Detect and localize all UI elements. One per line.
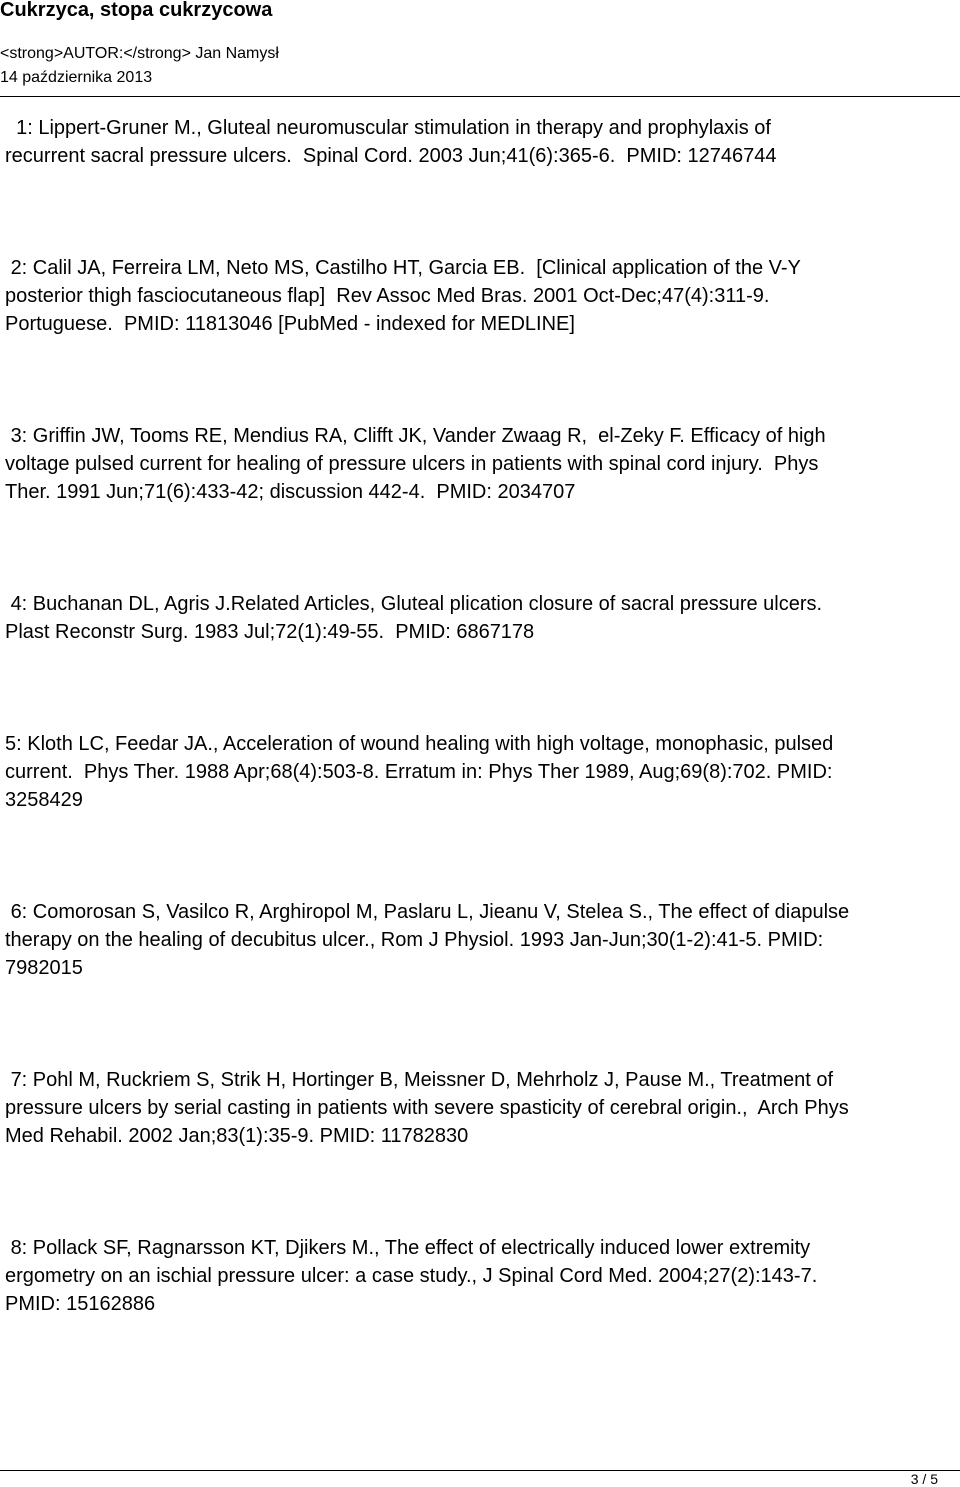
document-date: 14 października 2013 [0,69,153,86]
document-author: <strong>AUTOR:</strong> Jan Namysł [0,45,279,62]
page-header [0,0,960,96]
reference-item-1 [5,114,950,170]
reference-line: 2: Calil JA, Ferreira LM, Neto MS, Castilho HT, Garcia EB. [Clinical application of the V-Y [5,257,801,279]
reference-item-5 [5,730,950,814]
reference-line: 7982015 [5,957,83,979]
reference-line: Med Rehabil. 2002 Jan;83(1):35-9. PMID: 11782830 [5,1125,469,1147]
reference-line: 4: Buchanan DL, Agris J.Related Articles, Gluteal plication closure of sacral pressure ulcers. [5,593,823,615]
reference-line: 8: Pollack SF, Ragnarsson KT, Djikers M., The effect of electrically induced lower extremity [5,1237,811,1259]
reference-item-4 [5,590,950,646]
reference-line: 3: Griffin JW, Tooms RE, Mendius RA, Clifft JK, Vander Zwaag R, el-Zeky F. Efficacy of high [5,425,826,447]
header-divider [0,96,960,97]
reference-item-3 [5,422,950,506]
reference-line: PMID: 15162886 [5,1293,156,1315]
reference-item-6 [5,898,950,982]
reference-line: recurrent sacral pressure ulcers. Spinal Cord. 2003 Jun;41(6):365-6. PMID: 12746744 [5,145,777,167]
reference-item-8 [5,1234,950,1318]
reference-line: Ther. 1991 Jun;71(6):433-42; discussion 442-4. PMID: 2034707 [5,481,576,503]
reference-line: Plast Reconstr Surg. 1983 Jul;72(1):49-55. PMID: 6867178 [5,621,535,643]
reference-item-2 [5,254,950,338]
reference-line: therapy on the healing of decubitus ulcer., Rom J Physiol. 1993 Jan-Jun;30(1-2):41-5. PMID: [5,929,824,951]
reference-line: 3258429 [5,789,83,811]
page-number: 3 / 5 [910,1471,938,1487]
reference-line: 7: Pohl M, Ruckriem S, Strik H, Hortinger B, Meissner D, Mehrholz J, Pause M., Treatment of [5,1069,834,1091]
reference-item-7 [5,1066,950,1150]
reference-line: Portuguese. PMID: 11813046 [PubMed - indexed for MEDLINE] [5,313,575,335]
document-title: Cukrzyca, stopa cukrzycowa [0,0,273,21]
footer-divider [0,1470,960,1471]
reference-line: voltage pulsed current for healing of pressure ulcers in patients with spinal cord injury. Phys [5,453,819,475]
reference-line: pressure ulcers by serial casting in patients with severe spasticity of cerebral origin., Arch Phys [5,1097,849,1119]
reference-line: ergometry on an ischial pressure ulcer: a case study., J Spinal Cord Med. 2004;27(2):143-7. [5,1265,818,1287]
reference-line: posterior thigh fasciocutaneous flap] Rev Assoc Med Bras. 2001 Oct-Dec;47(4):311-9. [5,285,770,307]
reference-line: 6: Comorosan S, Vasilco R, Arghiropol M, Paslaru L, Jieanu V, Stelea S., The effect of diapulse [5,901,850,923]
reference-line: current. Phys Ther. 1988 Apr;68(4):503-8. Erratum in: Phys Ther 1989, Aug;69(8):702. PMID: [5,761,833,783]
reference-line: 1: Lippert-Gruner M., Gluteal neuromuscular stimulation in therapy and prophylaxis of [5,117,771,139]
reference-line: 5: Kloth LC, Feedar JA., Acceleration of wound healing with high voltage, monophasic, pulsed [5,733,834,755]
